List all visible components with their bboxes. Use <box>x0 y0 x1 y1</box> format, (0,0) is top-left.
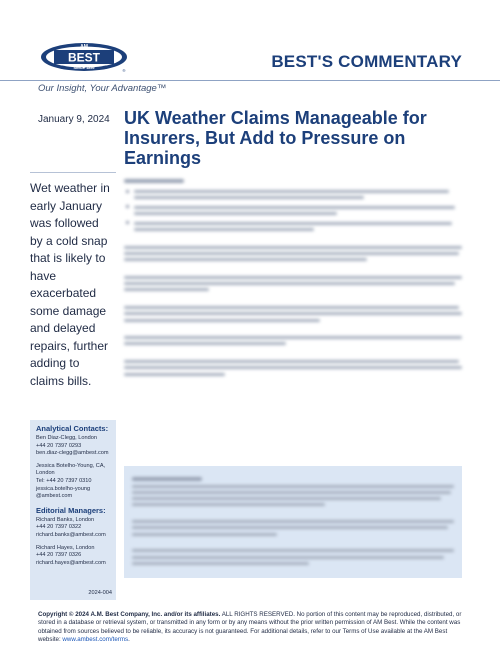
contact-email-link[interactable]: jessica.botelho-young <box>36 485 91 492</box>
pullquote-divider <box>30 172 116 173</box>
logo-since-text: SINCE 1899 <box>73 66 95 70</box>
logo-small-text: AM <box>80 44 88 50</box>
callout-box <box>124 466 462 578</box>
terms-link[interactable]: www.ambest.com/terms <box>62 636 129 644</box>
copyright-footer <box>38 611 468 645</box>
contact-line: Ben Diaz-Clegg, London <box>36 435 97 441</box>
copyright-notice: Copyright © 2024 A.M. Best Company, Inc. and/or its affiliates. <box>38 611 221 618</box>
article-headline: UK Weather Claims Manageable for Insurers, But Add to Pressure on Earnings <box>124 108 427 168</box>
logo-registered-mark: ® <box>122 68 126 73</box>
contact-email-link[interactable]: richard.hayes@ambest.com <box>36 559 106 566</box>
callout-heading-blurred <box>132 477 202 481</box>
logo-brand-text: BEST <box>67 50 101 65</box>
publication-date: January 9, 2024 <box>38 114 110 125</box>
contact-email-link[interactable]: ben.diaz-clegg@ambest.com <box>36 450 109 457</box>
contact-line: Richard Banks, London <box>36 516 95 523</box>
editorial-managers-heading: Editorial Managers: <box>36 505 106 515</box>
contact-line: Jessica Botelho-Young, CA, <box>36 462 106 469</box>
contact-line: +44 20 7397 0322 <box>36 524 82 531</box>
am-best-logo <box>40 40 128 74</box>
contact-email-link[interactable]: @ambest.com <box>36 493 73 500</box>
pullquote: Wet weather in early January was followed by a cold snap that is likely to have exacerbated some damage and delayed repairs, further adding to claims bills. <box>30 181 110 388</box>
contact-line: London <box>36 470 55 477</box>
header-divider <box>0 80 500 81</box>
contact-line: Richard Hayes, London <box>36 544 95 551</box>
contact-line: Tel: +44 20 7397 0310 <box>36 477 92 484</box>
contact-email-link[interactable]: richard.banks@ambest.com <box>36 531 106 538</box>
tagline: Our Insight, Your Advantage™ <box>38 83 167 94</box>
section-heading-blurred <box>124 179 184 183</box>
document-code: 2024-004 <box>88 590 112 596</box>
article-body <box>124 176 462 379</box>
contact-line: +44 20 7397 0293 <box>36 442 82 449</box>
publication-title: BEST'S COMMENTARY <box>271 52 462 71</box>
rights-text: ALL RIGHTS RESERVED. No portion of this content may be reproduced, distributed, or stored in a database or retrieval system, or transmitted in any form or by any means without the prior written permission of AM Best. While the content was obtained from sources believed to be reliable, its accuracy is not guaranteed. For additional details, refer to our Terms of Use available at the AM Best website: <box>38 611 462 644</box>
contact-line: +44 20 7397 0326 <box>36 552 82 559</box>
analytical-contacts-heading: Analytical Contacts: <box>36 424 109 433</box>
contacts-sidebar <box>30 420 116 600</box>
footer-end: . <box>128 636 130 644</box>
